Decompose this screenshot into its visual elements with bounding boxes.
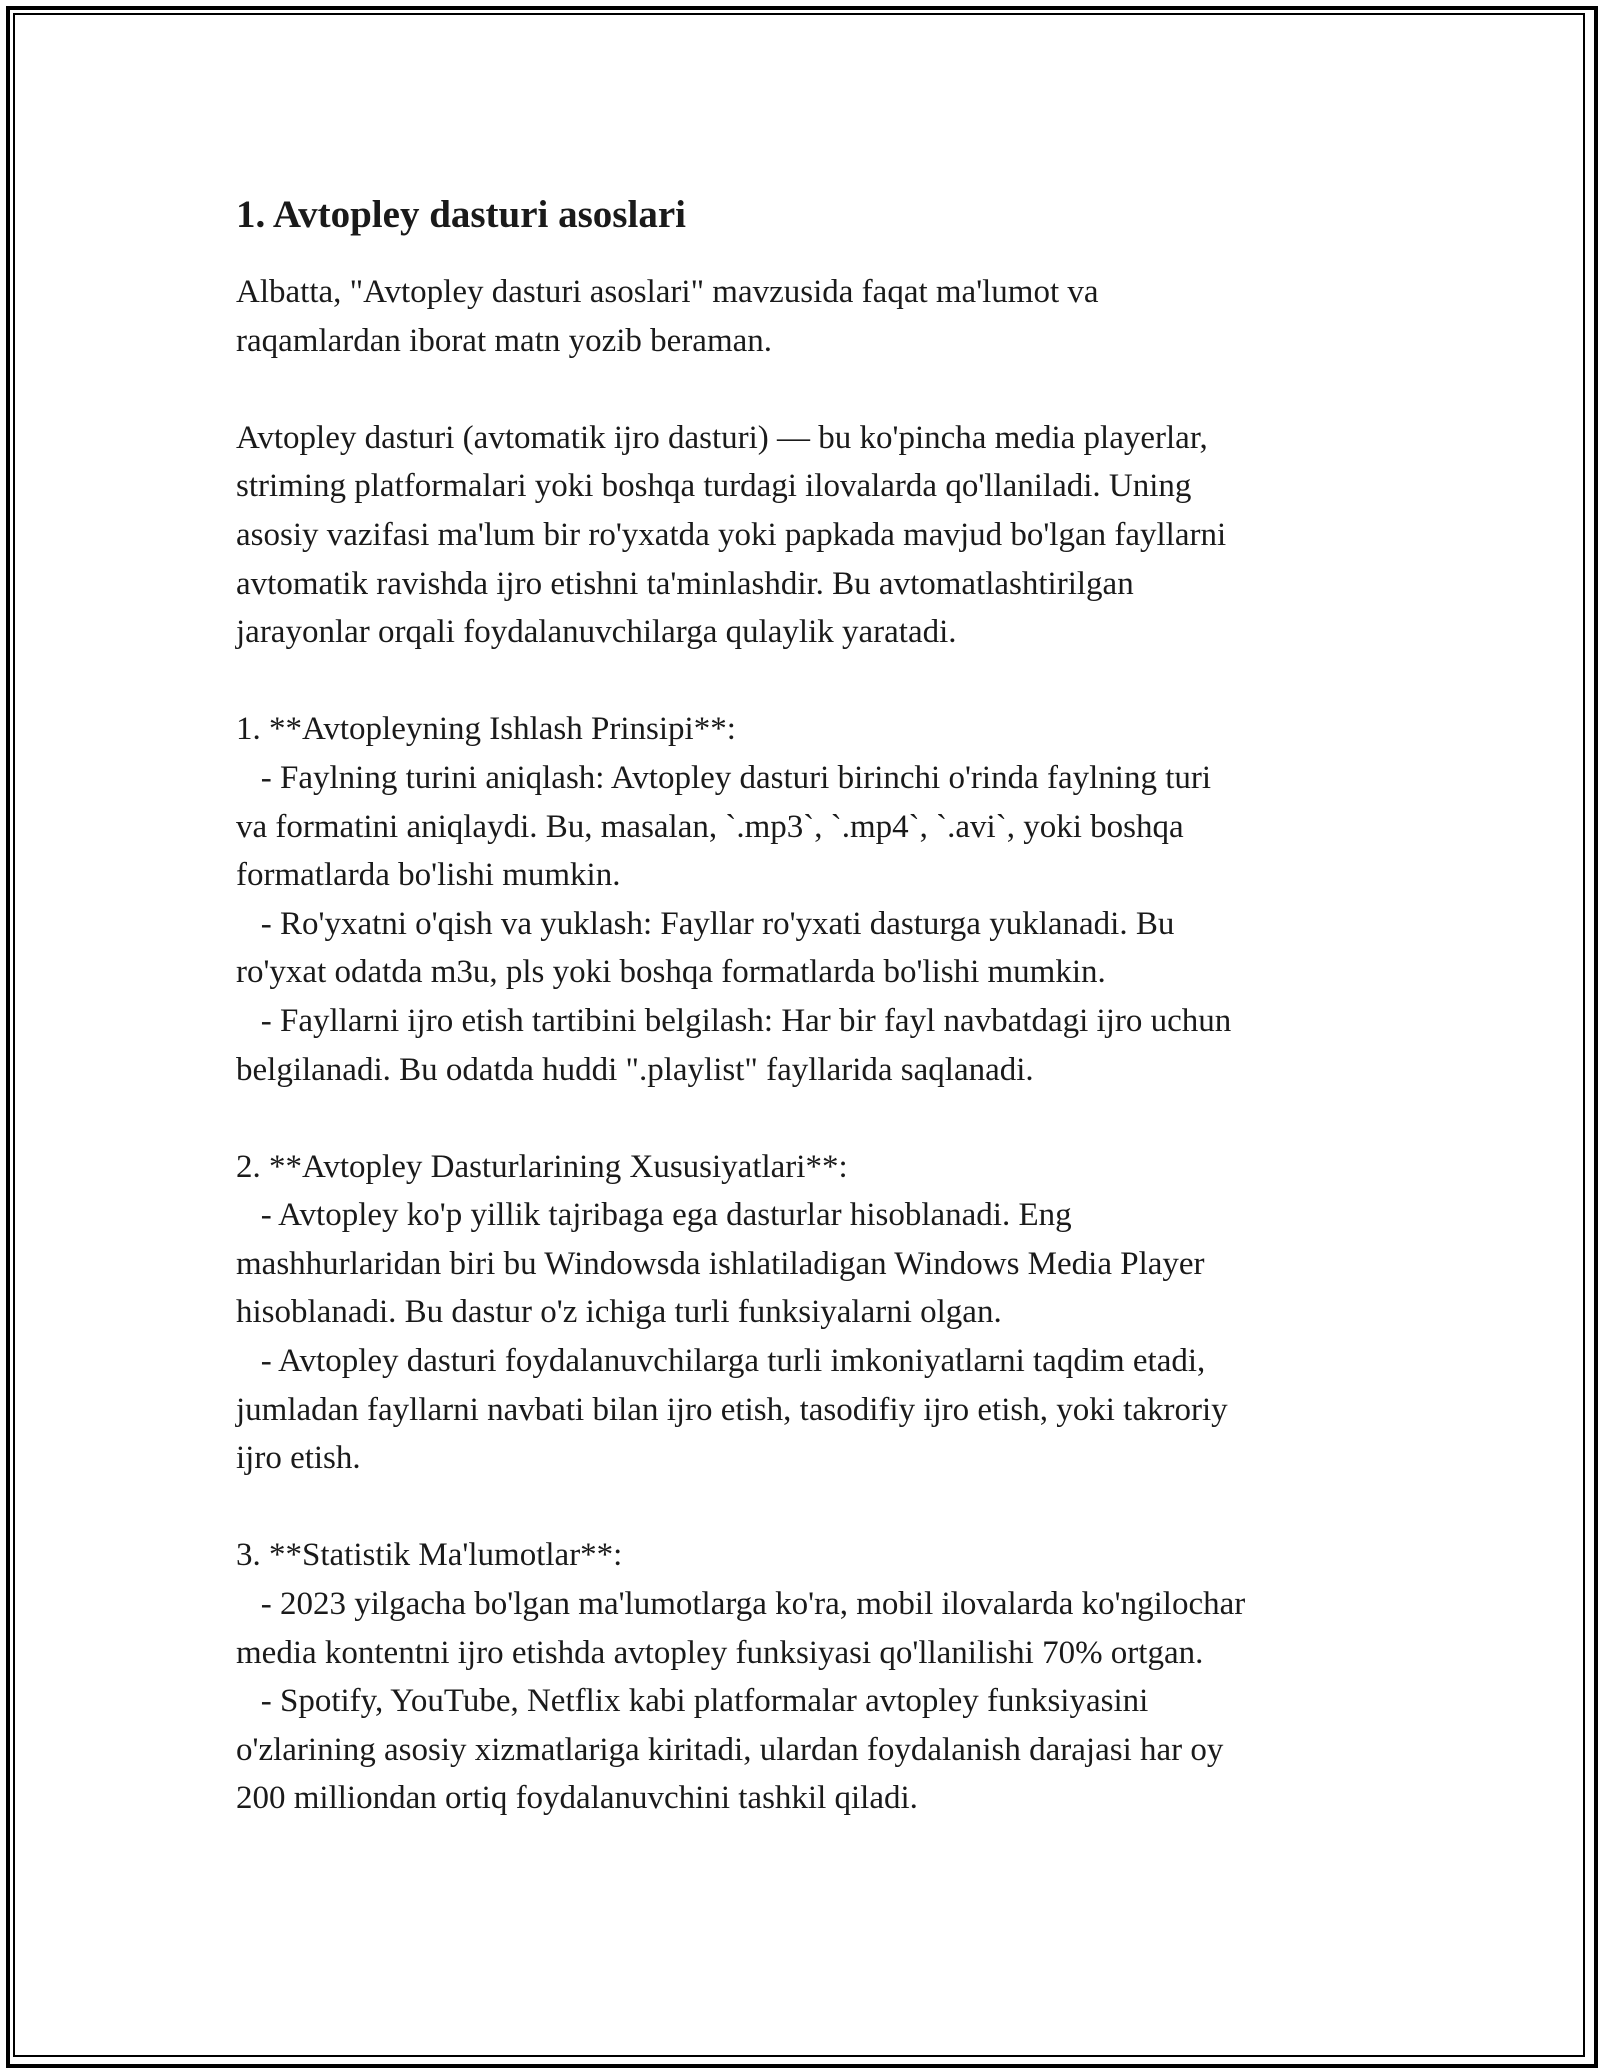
section-heading: 3. **Statistik Ma'lumotlar**:	[236, 1537, 623, 1574]
text-line: jarayonlar orqali foydalanuvchilarga qulaylik yaratadi.	[236, 614, 957, 651]
section-xususiyatlari	[236, 1143, 1386, 1483]
text-line: striming platformalari yoki boshqa turdagi ilovalarda qo'llaniladi. Uning	[236, 468, 1192, 505]
text-line: ijro etish.	[236, 1440, 361, 1477]
text-line: 200 milliondan ortiq foydalanuvchini tashkil qiladi.	[236, 1780, 918, 1817]
text-line: belgilanadi. Bu odatda huddi ".playlist" fayllarida saqlanadi.	[236, 1051, 1034, 1088]
section-heading: 2. **Avtopley Dasturlarining Xususiyatlari**:	[236, 1148, 848, 1185]
text-line: media kontentni ijro etishda avtopley funksiyasi qo'llanilishi 70% ortgan.	[236, 1634, 1204, 1671]
text-line: mashhurlaridan biri bu Windowsda ishlatiladigan Windows Media Player	[236, 1245, 1205, 1282]
text-line: avtomatik ravishda ijro etishni ta'minlashdir. Bu avtomatlashtirilgan	[236, 565, 1134, 602]
document-title: 1. Avtopley dasturi asoslari	[236, 193, 686, 236]
text-line: ro'yxat odatda m3u, pls yoki boshqa formatlarda bo'lishi mumkin.	[236, 954, 1106, 991]
text-line: - Faylning turini aniqlash: Avtopley dasturi birinchi o'rinda faylning turi	[236, 759, 1212, 796]
text-line: - Avtopley dasturi foydalanuvchilarga turli imkoniyatlarni taqdim etadi,	[236, 1343, 1206, 1380]
text-line: - Avtopley ko'p yillik tajribaga ega dasturlar hisoblanadi. Eng	[236, 1197, 1072, 1234]
text-line: - Fayllarni ijro etish tartibini belgilash: Har bir fayl navbatdagi ijro uchun	[236, 1002, 1232, 1039]
text-line: - 2023 yilgacha bo'lgan ma'lumotlarga ko'ra, mobil ilovalarda ko'ngilochar	[236, 1586, 1246, 1623]
text-line: jumladan fayllarni navbati bilan ijro etish, tasodifiy ijro etish, yoki takroriy	[236, 1391, 1228, 1428]
text-line: - Ro'yxatni o'qish va yuklash: Fayllar ro'yxati dasturga yuklanadi. Bu	[236, 905, 1175, 942]
text-line: hisoblanadi. Bu dastur o'z ichiga turli funksiyalarni olgan.	[236, 1294, 1002, 1331]
text-line: raqamlardan iborat matn yozib beraman.	[236, 322, 773, 359]
document	[236, 186, 1386, 1823]
text-line: Avtopley dasturi (avtomatik ijro dasturi) — bu ko'pincha media playerlar,	[236, 419, 1208, 456]
paragraph-gap	[236, 1483, 1386, 1532]
section-ishlash-prinsipi	[236, 705, 1386, 1094]
text-line: o'zlarining asosiy xizmatlariga kiritadi, ulardan foydalanish darajasi har oy	[236, 1731, 1224, 1768]
section-statistik	[236, 1531, 1386, 1823]
paragraph-gap	[236, 1094, 1386, 1143]
text-line: formatlarda bo'lishi mumkin.	[236, 857, 621, 894]
paragraph-gap	[236, 657, 1386, 706]
text-line: va formatini aniqlaydi. Bu, masalan, `.mp3`, `.mp4`, `.avi`, yoki boshqa	[236, 808, 1184, 845]
paragraph-intro	[236, 268, 1386, 365]
text-line: Albatta, "Avtopley dasturi asoslari" mavzusida faqat ma'lumot va	[236, 274, 1099, 310]
section-heading: 1. **Avtopleyning Ishlash Prinsipi**:	[236, 711, 736, 748]
document-body	[236, 268, 1386, 1823]
paragraph-definition	[236, 414, 1386, 657]
text-line: - Spotify, YouTube, Netflix kabi platformalar avtopley funksiyasini	[236, 1683, 1149, 1720]
text-line: asosiy vazifasi ma'lum bir ro'yxatda yoki papkada mavjud bo'lgan fayllarni	[236, 516, 1227, 553]
paragraph-gap	[236, 365, 1386, 414]
